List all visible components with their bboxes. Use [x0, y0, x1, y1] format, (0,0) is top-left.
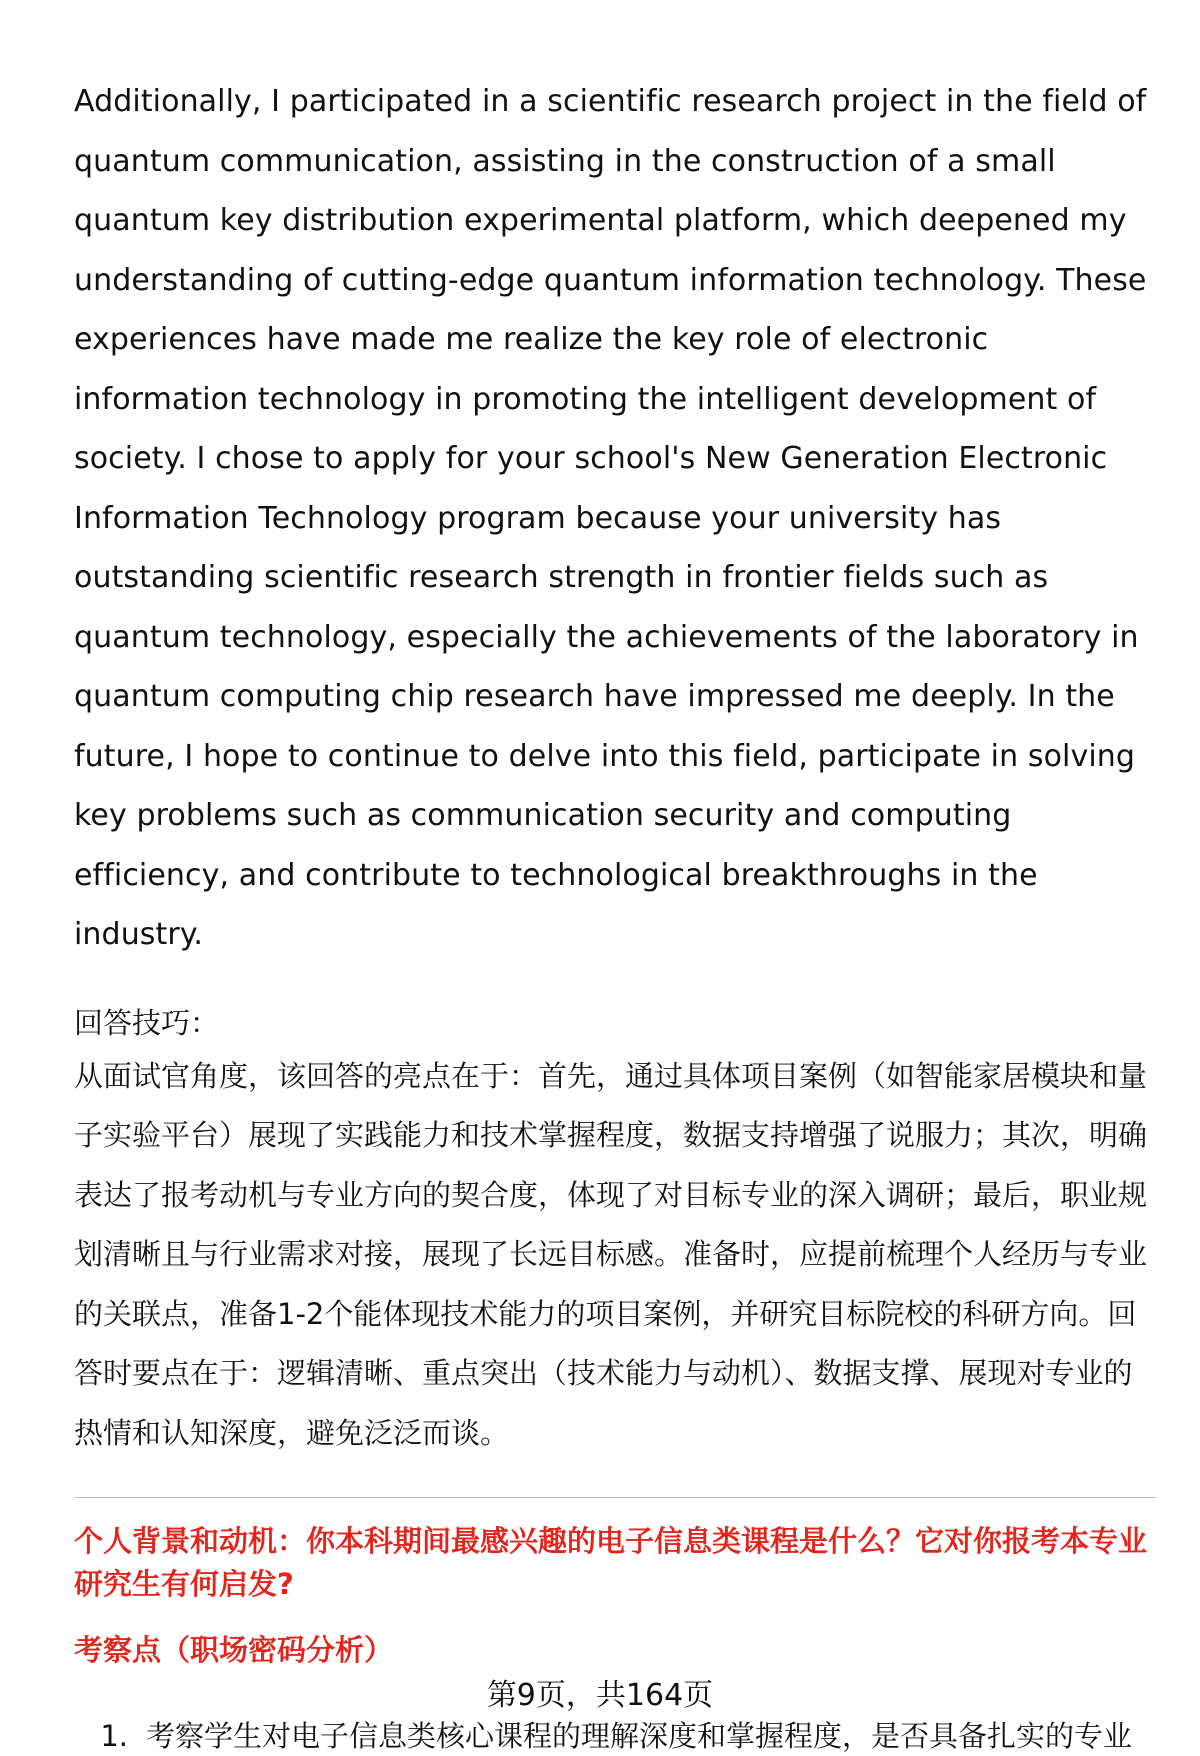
- assessment-list: [74, 1716, 1156, 1756]
- section-title: 考察点（职场密码分析）: [74, 1633, 394, 1667]
- section-divider: [74, 1497, 1156, 1498]
- page-footer: 第9页，共164页: [486, 1678, 714, 1713]
- list-item: [74, 1716, 1156, 1756]
- list-item-number: 1.: [100, 1719, 128, 1753]
- list-item-text: 考察学生对电子信息类核心课程的理解深度和掌握程度，是否具备扎实的专业: [146, 1719, 1133, 1753]
- document-page: [74, 72, 1156, 1756]
- answer-paragraph: Additionally, I participated in a scientific research project in the field of quantum communication, assisting in the construction of a small quantum key distribution experimental platform, which deepened my understanding of cutting-edge quantum information technology. These experiences have made me realize the key role of electronic information technology in promoting the intelligent development of society. I chose to apply for your school's New Generation Electronic Information Technology program because your university has outstanding scientific research strength in frontier fields such as quantum technology, especially the achievements of the laboratory in quantum computing chip research have impressed me deeply. In the future, I hope to continue to delve into this field, participate in solving key problems such as communication security and computing efficiency, and contribute to technological breakthroughs in the industry.: [74, 84, 1147, 952]
- tips-label: 回答技巧：: [74, 1005, 220, 1040]
- tips-body: 从面试官角度，该回答的亮点在于：首先，通过具体项目案例（如智能家居模块和量子实验平台）展现了实践能力和技术掌握程度，数据支持增强了说服力；其次，明确表达了报考动机与专业方向的契合度，体现了对目标专业的深入调研；最后，职业规划清晰且与行业需求对接，展现了长远目标感。准备时，应提前梳理个人经历与专业的关联点，准备1-2个能体现技术能力的项目案例，并研究目标院校的科研方向。回答时要点在于：逻辑清晰、重点突出（技术能力与动机）、数据支撑、展现对专业的热情和认知深度，避免泛泛而谈。: [74, 1058, 1148, 1450]
- question-heading: 个人背景和动机：你本科期间最感兴趣的电子信息类课程是什么？它对你报考本专业研究生有何启发?: [74, 1524, 1148, 1601]
